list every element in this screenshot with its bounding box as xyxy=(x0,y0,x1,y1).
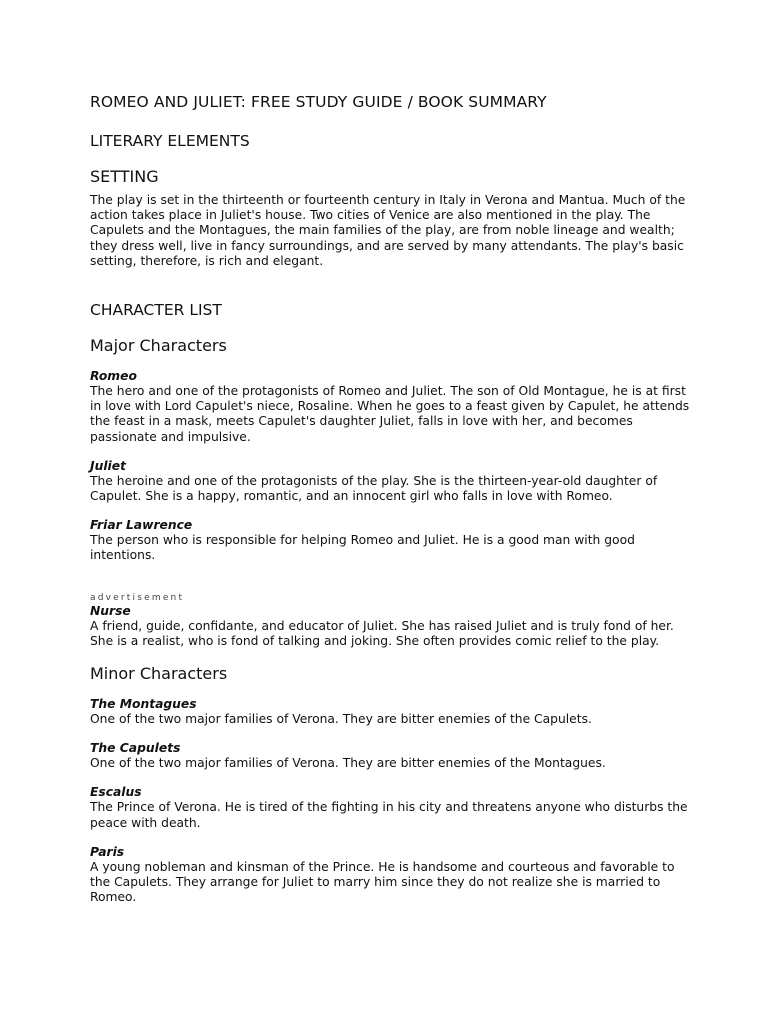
character-name: The Montagues xyxy=(90,697,197,712)
character-description: The Prince of Verona. He is tired of the fighting in his city and threatens anyone who disturbs the peace with death. xyxy=(90,800,688,830)
character-name: Romeo xyxy=(90,369,137,384)
literary-elements-heading: LITERARY ELEMENTS xyxy=(90,132,250,150)
character-name: Nurse xyxy=(90,603,131,618)
minor-characters-heading: Minor Characters xyxy=(90,664,228,684)
character-name: Juliet xyxy=(90,458,126,473)
character-description: The person who is responsible for helping Romeo and Juliet. He is a good man with good intentions. xyxy=(90,533,635,563)
character-entry-romeo xyxy=(90,369,690,445)
document-page xyxy=(90,92,690,919)
character-description: The heroine and one of the protagonists of the play. She is the thirteen-year-old daughter of Capulet. She is a happy, romantic, and an innocent girl who falls in love with Romeo. xyxy=(90,473,658,504)
setting-heading: SETTING xyxy=(90,167,159,186)
character-entry-escalus xyxy=(90,785,690,830)
character-name: Paris xyxy=(90,844,125,859)
setting-text: The play is set in the thirteenth or fourteenth century in Italy in Verona and Mantua. Much of the action takes place in Juliet's house. Two cities of Venice are also mentioned in the play. The Capulets and the Montagues, the main families of the play, are from noble lineage and wealth; they dress well, live in fancy surroundings, and are served by many attendants. The play's basic setting, therefore, is rich and elegant. xyxy=(90,193,686,268)
character-description: One of the two major families of Verona. They are bitter enemies of the Capulets. xyxy=(90,712,592,727)
character-description: A friend, guide, confidante, and educator of Juliet. She has raised Juliet and is truly fond of her. She is a realist, who is fond of talking and joking. She often provides comic relief to the play. xyxy=(90,618,674,648)
character-description: The hero and one of the protagonists of Romeo and Juliet. The son of Old Montague, he is at first in love with Lord Capulet's niece, Rosaline. When he goes to a feast given by Capulet, he attends the feast in a mask, meets Capulet's daughter Juliet, falls in love with her, and becomes passionate and impulsive. xyxy=(90,384,690,444)
character-entry-capulets xyxy=(90,741,690,771)
major-characters-heading: Major Characters xyxy=(90,336,227,356)
character-list-heading: CHARACTER LIST xyxy=(90,301,222,320)
character-description: A young nobleman and kinsman of the Prince. He is handsome and courteous and favorable to the Capulets. They arrange for Juliet to marry him since they do not realize she is married to Romeo. xyxy=(90,859,675,905)
character-entry-paris xyxy=(90,845,690,906)
character-name: Friar Lawrence xyxy=(90,518,193,533)
character-entry-friar-lawrence xyxy=(90,518,690,563)
character-entry-montagues xyxy=(90,697,690,727)
character-entry-juliet xyxy=(90,459,690,504)
character-name: Escalus xyxy=(90,785,142,800)
character-name: The Capulets xyxy=(90,741,181,756)
character-entry-nurse xyxy=(90,604,690,649)
character-description: One of the two major families of Verona. They are bitter enemies of the Montagues. xyxy=(90,756,606,771)
advertisement-label: advertisement xyxy=(90,592,185,603)
document-title: ROMEO AND JULIET: FREE STUDY GUIDE / BOOK SUMMARY xyxy=(90,93,547,111)
